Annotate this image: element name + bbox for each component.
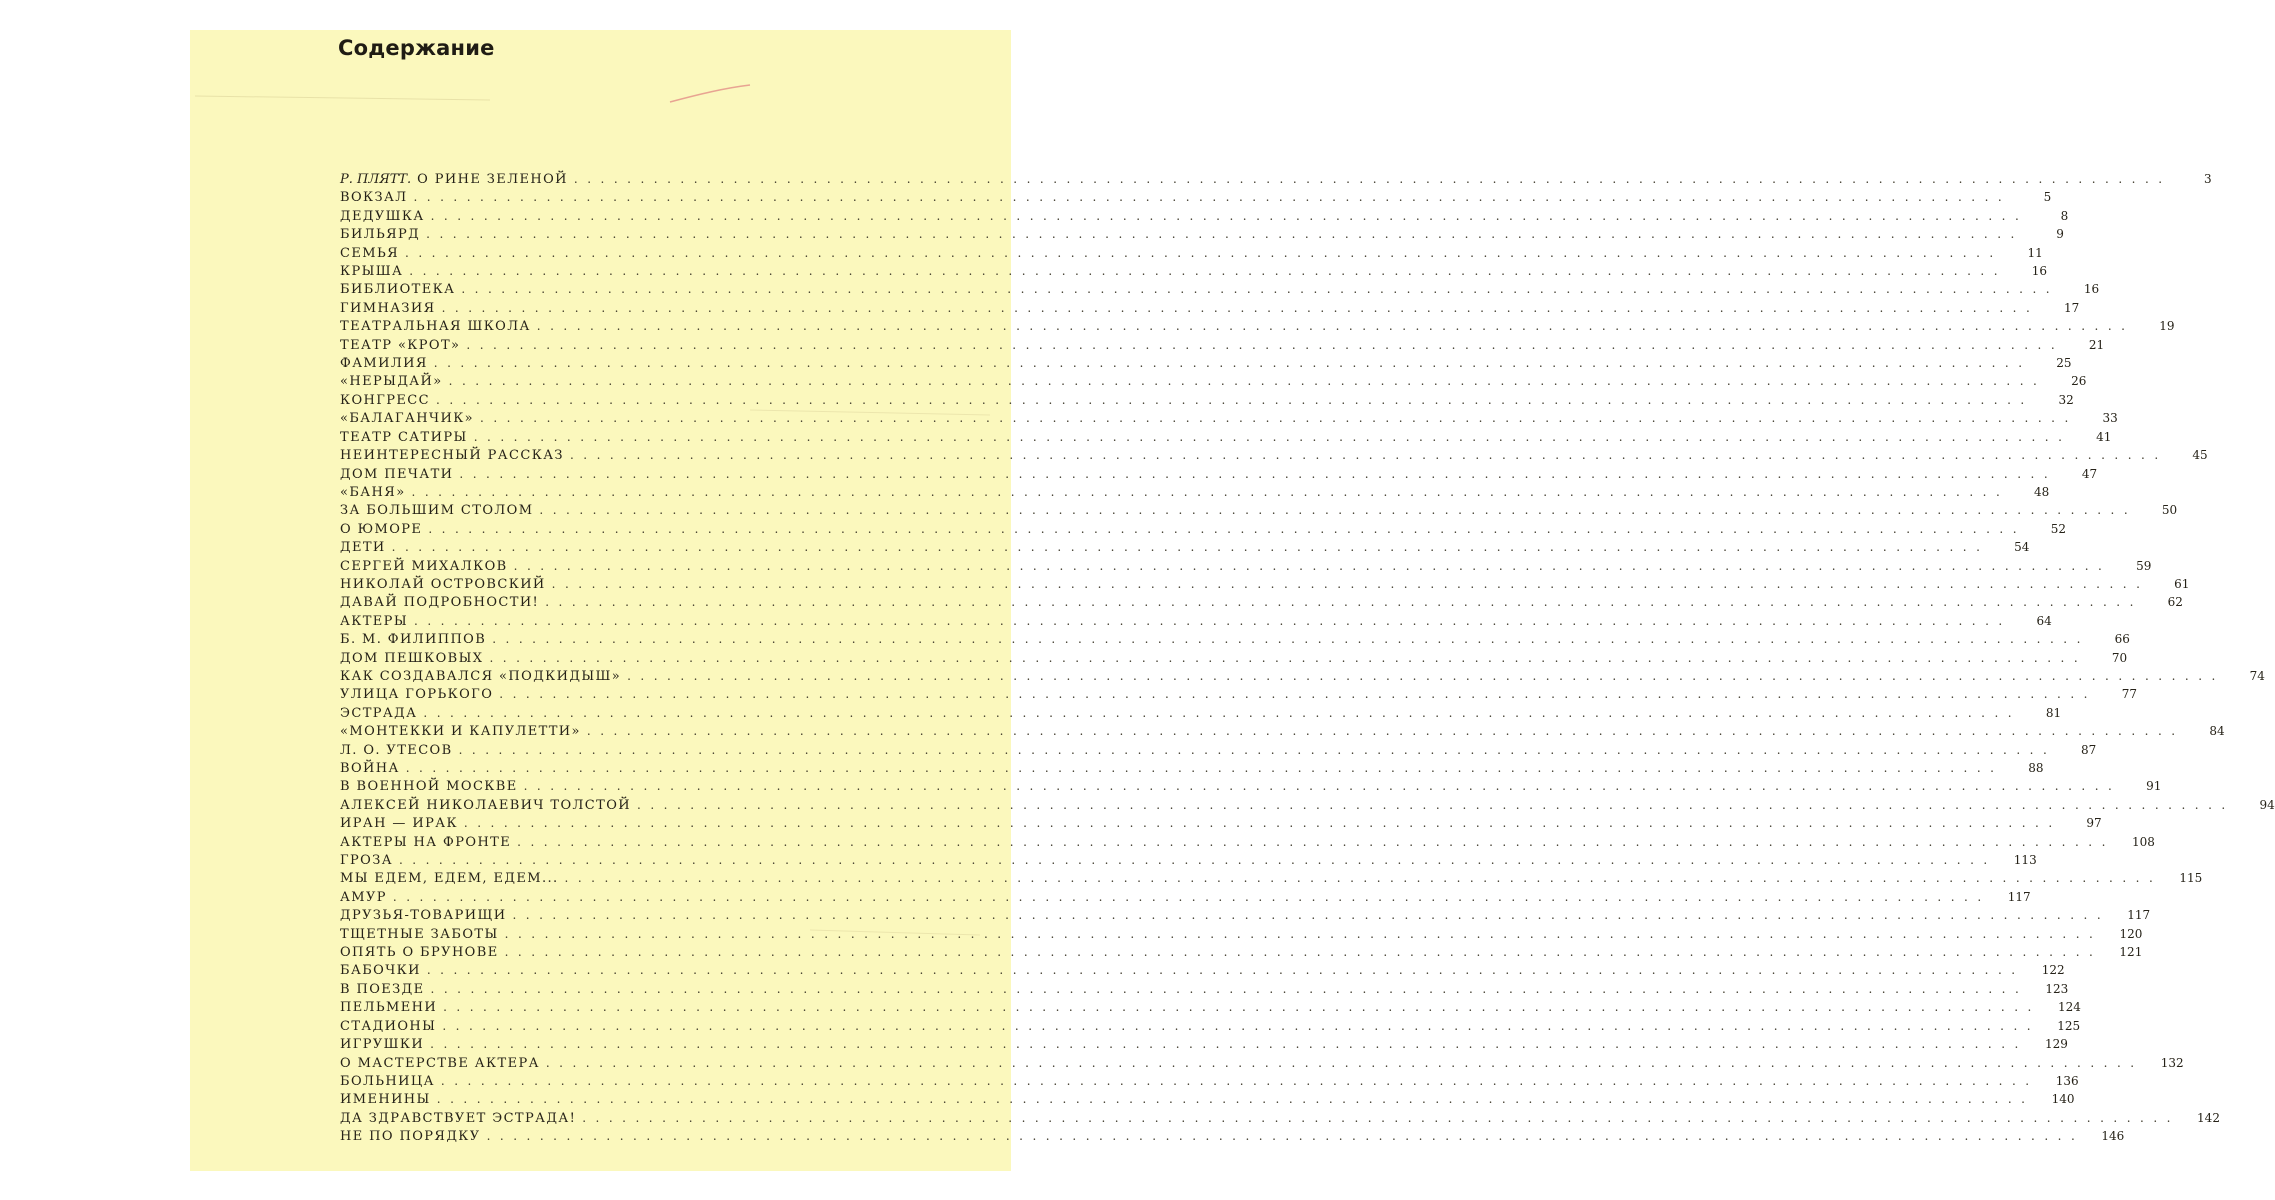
entry-page-number: 115 [2179, 871, 2203, 886]
dot-leader: ........................................................................................................................ [423, 705, 2022, 720]
entry-page-number: 91 [2146, 779, 2162, 794]
toc-entry [340, 558, 2152, 577]
entry-page-number: 54 [2014, 540, 2030, 555]
dot-leader: ........................................................................................................................ [430, 1037, 2028, 1052]
entry-title: ИГРУШКИ [340, 1037, 425, 1053]
toc-entry [340, 797, 2275, 816]
toc-entry [340, 926, 2143, 945]
entry-title: ОПЯТЬ О БРУНОВЕ [340, 945, 499, 961]
entry-page-number: 81 [2045, 705, 2062, 720]
dot-leader: ........................................................................................................................ [504, 945, 2103, 960]
table-of-contents [340, 172, 2275, 1148]
toc-entry [340, 1055, 2184, 1074]
entry-title: О ЮМОРЕ [340, 521, 423, 537]
toc-entry [340, 466, 2098, 485]
toc-entry [340, 1129, 2125, 1147]
entry-title: О МАСТЕРСТВЕ АКТЕРА [340, 1055, 540, 1071]
entry-title: ДОМ ПЕШКОВЫХ [340, 650, 484, 666]
entry-title: ИМЕНИНЫ [340, 1092, 431, 1108]
entry-title: АМУР [340, 889, 387, 905]
entry-page-number: 9 [2056, 227, 2064, 242]
toc-entry [340, 908, 2151, 926]
dot-leader: ........................................................................................................................ [569, 448, 2168, 463]
dot-leader: ........................................................................................................................ [430, 981, 2029, 996]
dot-leader: ........................................................................................................................ [440, 1073, 2039, 1088]
entry-page-number: 124 [2057, 1000, 2081, 1015]
entry-title: НЕ ПО ПОРЯДКУ [340, 1129, 481, 1145]
toc-entry [340, 1037, 2068, 1055]
entry-page-number: 45 [2192, 448, 2208, 463]
toc-entry [340, 227, 2064, 245]
entry-title: ПЕЛЬМЕНИ [340, 1000, 438, 1016]
entry-title: АЛЕКСЕЙ НИКОЛАЕВИЧ ТОЛСТОЙ [340, 797, 631, 813]
dot-leader: ........................................................................................................................ [466, 337, 2065, 352]
toc-entry [340, 650, 2128, 669]
dot-leader: ........................................................................................................................ [458, 742, 2057, 757]
dot-leader: ........................................................................................................................ [441, 300, 2040, 315]
dot-leader: ........................................................................................................................ [492, 632, 2090, 647]
dot-leader: ........................................................................................................................ [504, 926, 2103, 941]
toc-entry [340, 687, 2137, 705]
toc-entry [340, 981, 2069, 1000]
dot-leader: ........................................................................................................................ [582, 1110, 2180, 1125]
toc-entry [340, 945, 2143, 963]
toc-entry [340, 392, 2074, 411]
entry-title: СЕМЬЯ [340, 245, 400, 261]
dot-leader: ........................................................................................................................ [627, 668, 2225, 683]
entry-page-number: 25 [2056, 356, 2072, 371]
entry-title: «БАНЯ» [340, 484, 406, 500]
entry-page-number: 66 [2114, 632, 2130, 647]
dot-leader: ........................................................................................................................ [409, 264, 2008, 279]
entry-page-number: 19 [2159, 319, 2175, 334]
dot-leader: ........................................................................................................................ [411, 484, 2010, 499]
toc-entry [340, 816, 2102, 834]
entry-page-number: 70 [2111, 650, 2128, 665]
dot-leader: ........................................................................................................................ [430, 208, 2029, 223]
entry-title: БИЛЬЯРД [340, 227, 421, 243]
dot-leader: ........................................................................................................................ [523, 779, 2122, 794]
entry-page-number: 52 [2050, 521, 2067, 536]
entry-page-number: 121 [2119, 945, 2143, 960]
dot-leader: ........................................................................................................................ [426, 963, 2025, 978]
entry-title: ВОЙНА [340, 761, 400, 776]
toc-entry [340, 705, 2062, 724]
entry-title: В ВОЕННОЙ МОСКВЕ [340, 779, 518, 795]
entry-title: ДАВАЙ ПОДРОБНОСТИ! [340, 595, 540, 611]
entry-title: ТЕАТРАЛЬНАЯ ШКОЛА [340, 319, 531, 335]
dot-leader: ........................................................................................................................ [539, 503, 2138, 518]
page-title: Содержание [338, 36, 495, 60]
toc-entry [340, 724, 2225, 742]
entry-page-number: 117 [2127, 908, 2151, 923]
entry-page-number: 123 [2045, 981, 2069, 996]
entry-title: ГИМНАЗИЯ [340, 300, 436, 316]
toc-entry [340, 319, 2175, 337]
entry-title: КРЫША [340, 264, 404, 280]
toc-entry [340, 172, 2212, 190]
toc-entry [340, 1110, 2220, 1129]
entry-title: ФАМИЛИЯ [340, 356, 428, 372]
dot-leader: ........................................................................................................................ [545, 1055, 2144, 1070]
toc-entry [340, 448, 2208, 466]
entry-page-number: 125 [2057, 1018, 2081, 1033]
toc-entry [340, 1092, 2075, 1110]
toc-entry [340, 1018, 2081, 1037]
toc-entry [340, 595, 2183, 613]
dot-leader: ........................................................................................................................ [398, 853, 1997, 868]
entry-title: АКТЕРЫ [340, 613, 409, 629]
entry-page-number: 94 [2259, 797, 2275, 812]
entry-page-number: 11 [2027, 245, 2043, 260]
toc-entry [340, 356, 2072, 374]
dot-leader: ........................................................................................................................ [443, 1000, 2041, 1015]
entry-page-number: 132 [2160, 1055, 2184, 1070]
entry-page-number: 16 [2031, 264, 2048, 279]
dot-leader: ........................................................................................................................ [413, 190, 2012, 205]
entry-title: ВОКЗАЛ [340, 190, 408, 206]
dot-leader: ........................................................................................................................ [405, 761, 2004, 775]
entry-page-number: 120 [2119, 926, 2143, 941]
entry-page-number: 64 [2036, 613, 2052, 628]
entry-page-number: 140 [2051, 1092, 2075, 1107]
entry-page-number: 113 [2013, 853, 2037, 868]
dot-leader: ........................................................................................................................ [392, 889, 1991, 904]
entry-page-number: 32 [2058, 392, 2074, 407]
toc-entry [340, 190, 2052, 208]
toc-entry [340, 411, 2118, 429]
dot-leader: ........................................................................................................................ [480, 411, 2078, 426]
entry-page-number: 21 [2088, 337, 2105, 352]
entry-page-number: 108 [2131, 834, 2155, 849]
entry-title: БАБОЧКИ [340, 963, 421, 979]
book-page [190, 30, 2275, 1171]
dot-leader: ........................................................................................................................ [486, 1129, 2085, 1144]
dot-leader: ........................................................................................................................ [489, 650, 2088, 665]
toc-entry [340, 337, 2105, 356]
entry-title: СЕРГЕЙ МИХАЛКОВ [340, 558, 508, 574]
dot-leader: ........................................................................................................................ [414, 613, 2012, 628]
toc-entry [340, 429, 2112, 448]
toc-entry [340, 576, 2190, 595]
entry-page-number: 117 [2007, 889, 2031, 904]
entry-page-number: 61 [2174, 576, 2190, 591]
dot-leader: ........................................................................................................................ [436, 392, 2034, 407]
dot-leader: ........................................................................................................................ [573, 172, 2172, 186]
toc-entry [340, 668, 2265, 687]
entry-title: ДЕТИ [340, 540, 386, 556]
entry-title: НЕИНТЕРЕСНЫЙ РАССКАЗ [340, 448, 564, 464]
entry-title: Л. О. УТЕСОВ [340, 742, 453, 758]
dot-leader: ........................................................................................................................ [517, 834, 2115, 849]
entry-page-number: 88 [2028, 761, 2044, 775]
entry-title: ДРУЗЬЯ-ТОВАРИЩИ [340, 908, 507, 924]
toc-entry [340, 853, 2037, 871]
entry-title: ТЕАТР «КРОТ» [340, 337, 461, 353]
entry-title: АКТЕРЫ НА ФРОНТЕ [340, 834, 512, 850]
dot-leader: ........................................................................................................................ [551, 576, 2150, 591]
toc-entry [340, 540, 2030, 558]
dot-leader: ........................................................................................................................ [428, 521, 2027, 536]
toc-entry [340, 632, 2130, 650]
dot-leader: ........................................................................................................................ [459, 466, 2058, 481]
entry-title: ЗА БОЛЬШИМ СТОЛОМ [340, 503, 534, 519]
dot-leader: ........................................................................................................................ [448, 374, 2047, 389]
entry-page-number: 77 [2121, 687, 2137, 702]
entry-title: ЭСТРАДА [340, 705, 418, 721]
entry-page-number: 33 [2102, 411, 2118, 426]
toc-entry [340, 834, 2155, 853]
entry-page-number: 146 [2101, 1129, 2125, 1144]
entry-page-number: 50 [2161, 503, 2178, 518]
toc-entry [340, 300, 2080, 319]
entry-page-number: 8 [2060, 208, 2069, 223]
dot-leader: ........................................................................................................................ [463, 816, 2062, 831]
toc-entry [340, 761, 2044, 779]
entry-title: ДОМ ПЕЧАТИ [340, 466, 454, 482]
toc-entry [340, 374, 2087, 392]
dot-leader: ........................................................................................................................ [513, 558, 2112, 573]
entry-page-number: 84 [2209, 724, 2225, 739]
dot-leader: ........................................................................................................................ [586, 724, 2185, 739]
entry-title: «БАЛАГАНЧИК» [340, 411, 475, 427]
entry-title: В ПОЕЗДЕ [340, 981, 425, 997]
entry-page-number: 3 [2203, 172, 2212, 186]
entry-title: СТАДИОНЫ [340, 1018, 437, 1034]
entry-title: «МОНТЕККИ И КАПУЛЕТТИ» [340, 724, 581, 740]
dot-leader: ........................................................................................................................ [461, 282, 2060, 297]
entry-title: КАК СОЗДАВАЛСЯ «ПОДКИДЫШ» [340, 668, 622, 684]
entry-page-number: 129 [2044, 1037, 2068, 1052]
entry-title: ИРАН — ИРАК [340, 816, 458, 832]
dot-leader: ........................................................................................................................ [637, 797, 2235, 812]
entry-title: ТЕАТР САТИРЫ [340, 429, 468, 445]
dot-leader: ........................................................................................................................ [391, 540, 1990, 555]
entry-page-number: 136 [2055, 1073, 2079, 1088]
entry-author: Р. ПЛЯТТ. [340, 172, 412, 187]
dot-leader: ........................................................................................................................ [405, 245, 2003, 260]
toc-entry [340, 264, 2048, 282]
entry-title: КОНГРЕСС [340, 392, 430, 408]
entry-page-number: 62 [2167, 595, 2183, 610]
entry-title: МЫ ЕДЕМ, ЕДЕМ, ЕДЕМ... [340, 871, 559, 887]
entry-page-number: 97 [2086, 816, 2102, 831]
dot-leader: ........................................................................................................................ [499, 687, 2097, 702]
toc-entry [340, 521, 2067, 540]
entry-page-number: 142 [2197, 1110, 2220, 1125]
entry-title: ГРОЗА [340, 853, 393, 869]
entry-page-number: 16 [2083, 282, 2100, 297]
dot-leader: ........................................................................................................................ [426, 227, 2024, 242]
toc-entry [340, 963, 2065, 981]
toc-entry [340, 282, 2100, 300]
toc-entry [340, 871, 2203, 889]
dot-leader: ........................................................................................................................ [545, 595, 2143, 610]
entry-title: УЛИЦА ГОРЬКОГО [340, 687, 494, 703]
entry-page-number: 5 [2043, 190, 2052, 205]
entry-title: Б. М. ФИЛИППОВ [340, 632, 487, 648]
entry-page-number: 59 [2136, 558, 2152, 573]
entry-page-number: 87 [2081, 742, 2097, 757]
toc-entry [340, 742, 2097, 761]
entry-page-number: 122 [2041, 963, 2065, 978]
entry-title: ДЕДУШКА [340, 208, 425, 224]
toc-entry [340, 1000, 2081, 1018]
entry-title: БИБЛИОТЕКА [340, 282, 456, 298]
toc-entry [340, 208, 2069, 227]
entry-title: «НЕРЫДАЙ» [340, 374, 443, 390]
dot-leader: ........................................................................................................................ [512, 908, 2111, 923]
entry-page-number: 47 [2081, 466, 2098, 481]
dot-leader: ........................................................................................................................ [473, 429, 2072, 444]
dot-leader: ........................................................................................................................ [536, 319, 2135, 334]
dot-leader: ........................................................................................................................ [442, 1018, 2041, 1033]
entry-page-number: 74 [2249, 668, 2265, 683]
toc-entry [340, 245, 2043, 264]
toc-entry [340, 889, 2031, 908]
entry-title: НИКОЛАЙ ОСТРОВСКИЙ [340, 576, 546, 592]
entry-page-number: 17 [2064, 300, 2080, 315]
dot-leader: ........................................................................................................................ [436, 1092, 2035, 1107]
toc-entry [340, 613, 2052, 632]
entry-title: ТЩЕТНЫЕ ЗАБОТЫ [340, 926, 499, 942]
toc-entry [340, 484, 2050, 503]
toc-entry [340, 503, 2178, 521]
entry-title: БОЛЬНИЦА [340, 1073, 435, 1089]
dot-leader: ........................................................................................................................ [564, 871, 2163, 886]
entry-title: ДА ЗДРАВСТВУЕТ ЭСТРАДА! [340, 1110, 577, 1126]
entry-page-number: 48 [2034, 484, 2050, 499]
toc-entry [340, 1073, 2079, 1092]
entry-page-number: 41 [2096, 429, 2112, 444]
entry-title: О РИНЕ ЗЕЛЕНОЙ [417, 172, 568, 187]
dot-leader: ........................................................................................................................ [433, 356, 2032, 371]
entry-page-number: 26 [2071, 374, 2087, 389]
toc-entry [340, 779, 2162, 797]
